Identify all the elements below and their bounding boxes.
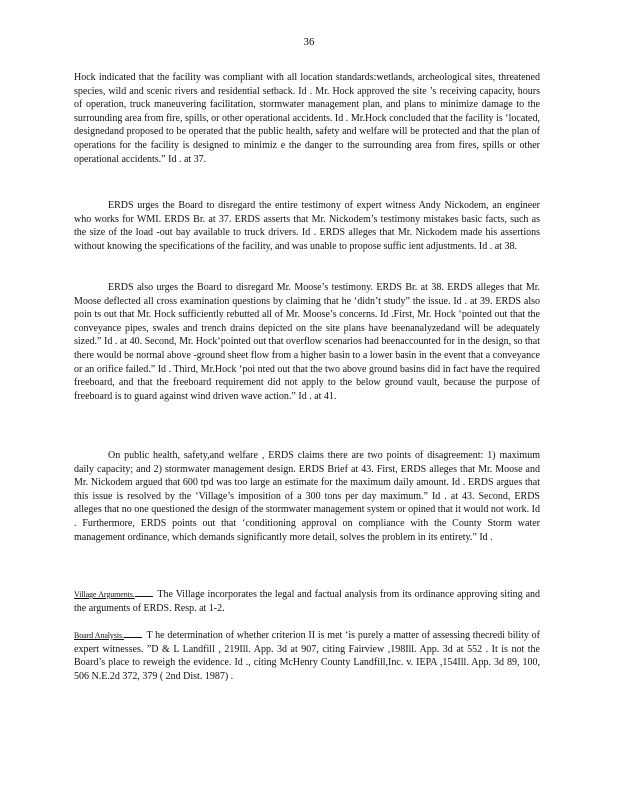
board-analysis-body: T he determination of whether criterion II is met ‘is purely a matter of assessing thecredi bility of expert witnesses. ”D & L Landfill , 219Ill. App. 3d at 907, citing Fairview ,198Ill. App. 3d at 552 . It is not the Board’s place to reweigh the evidence. Id ., citing McHenry County Landfill,Inc. v. IEPA ,154Ill. App. 3d 89, 100, 506 N.E.2d 372, 379 ( 2nd Dist. 1987) . bbox=[74, 630, 540, 682]
page-number: 36 bbox=[303, 36, 315, 48]
paragraph-public-health: On public health, safety,and welfare , ERDS claims there are two points of disagreement: 1) maximum daily capacity; and 2) stormwater management design. ERDS Brief at 43. First, ERDS alleges that Mr. Moose and Mr. Nickodem argued that 600 tpd was too large an estimate for the maximum daily amount. Id . ERDS argues that this issue is resolved by the ‘Village’s imposition of a 300 tons per day maximum.” Id . at 43. Second, ERDS alleges that no one questioned the design of the stormwater management system or opined that it would not work. Id . Furthermore, ERDS points out that ‘conditioning approval on compliance with the County Storm water management ordinance, which demands significantly more detail, solves the problem in its entirety.” Id . bbox=[74, 450, 541, 543]
paragraph-nickodem-testimony: ERDS urges the Board to disregard the entire testimony of expert witness Andy Nickodem, an engineer who works for WMI. ERDS Br. at 37. ERDS asserts that Mr. Nickodem’s testimony mistakes basic facts, such as the size of the load -out bay available to truck drivers. Id . ERDS alleges that Mr. Nickodem made his assertions without knowing the specifications of the facility, and was unable to propose suffic ient adjustments. Id . at 38. bbox=[74, 200, 540, 252]
section-heading-village-arguments: Village Arguments. bbox=[74, 590, 135, 599]
paragraph-moose-testimony: ERDS also urges the Board to disregard Mr. Moose’s testimony. ERDS Br. at 38. ERDS alleges that Mr. Moose deflected all cross examination questions by claiming that he ‘didn’t study” the issue. Id . at 39. ERDS also poin ts out that Mr. Hock sufficiently rebutted all of Mr. Moose’s concerns. Id .First, Mr. Hock ‘pointed out that the conveyance pipes, swales and trench drains depicted on the site plans have beenanalyzedand will be adequately sized.” Id . at 40. Second, Mr. Hock‘pointed out that overflow scenarios had beenaccounted for in the design, so that there would be normal above -ground sheet flow from a higher basin to a lower basin in the event that a conveyance or an orifice failed.” Id . Third, Mr.Hock ‘poi nted out that the two above ground basins did in fact have the required freeboard, and that the freeboard requirement did not apply to the below ground vault, because the purpose of freeboard is to guard against wind driven wave action.” Id . at 41. bbox=[74, 282, 540, 402]
heading-underline bbox=[124, 628, 142, 638]
paragraph-hock-testimony: Hock indicated that the facility was compliant with all location standards:wetlands, archeological sites, threatened species, wild and scenic rivers and residential setback. Id . Mr. Hock approved the site ’s receiving capacity, hours of operation, truck maneuvering facilitation, stormwater management plan, and plans to minimize damage to the surrounding area from fire, spills, or other operational accidents. Id . Mr.Hock concluded that the facility is ‘located, designedand proposed to be operated that the public health, safety and welfare will be protected and that the plan of operations for the facility is designed to minimiz e the danger to the surrounding area from fires, spills or other operational accidents.” Id . at 37. bbox=[74, 72, 540, 165]
village-arguments-body: The Village incorporates the legal and factual analysis from its ordinance approving siting and the arguments of ERDS. Resp. at 1-2. bbox=[74, 589, 541, 614]
paragraph-village-arguments bbox=[74, 587, 540, 615]
paragraph-board-analysis bbox=[74, 628, 540, 683]
section-heading-board-analysis: Board Analysis. bbox=[74, 631, 124, 640]
heading-underline bbox=[135, 587, 153, 597]
